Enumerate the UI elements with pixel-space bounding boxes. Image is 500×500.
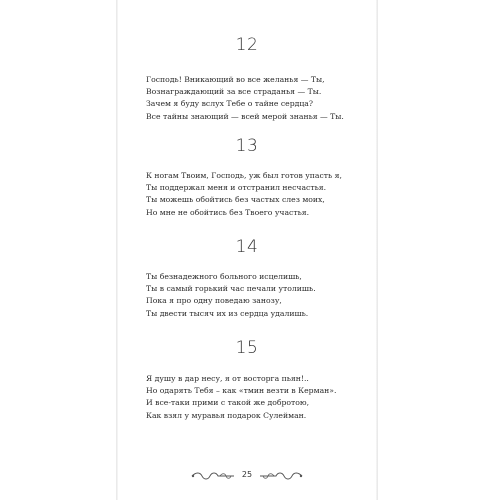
verse-line: К ногам Твоим, Господь, уж был готов упасть я, xyxy=(146,171,342,180)
verse-line: Ты поддержал меня и отстранил несчастья. xyxy=(146,183,327,193)
verse-line: Но мне не обойтись без Твоего участья. xyxy=(146,207,310,217)
verse-line: Зачем я буду вслух Тебе о тайне сердца? xyxy=(146,99,313,109)
scroll-ornament-right-icon xyxy=(258,471,304,481)
verse-line: Ты безнадежного больного исцелишь, xyxy=(146,272,302,281)
verse-line: Господь! Вникающий во все желанья — Ты, xyxy=(146,75,325,84)
stanza-13 xyxy=(146,170,376,219)
verse-line: Ты можешь обойтись без частых слез моих, xyxy=(146,195,325,205)
book-page xyxy=(118,0,376,500)
section-number-15: 15 xyxy=(235,338,259,358)
verse-line: Все тайны знающий — всей мерой знанья — Ты. xyxy=(146,111,344,121)
section-number-14: 14 xyxy=(235,237,259,257)
verse-line: Я душу в дар несу, я от восторга пьян!.. xyxy=(146,374,309,383)
stanza-14 xyxy=(146,271,376,320)
stanza-12 xyxy=(146,74,376,123)
verse-line: Ты в самый горький час печали утолишь. xyxy=(146,284,316,294)
page-footer xyxy=(118,468,376,484)
verse-line: Но одарять Тебя – как «тмин везти в Керман». xyxy=(146,386,337,396)
stanza-15 xyxy=(146,373,376,422)
scroll-ornament-left-icon xyxy=(190,471,236,481)
verse-line: Пока я про одну поведаю занозу, xyxy=(146,296,282,306)
section-number-13: 13 xyxy=(235,136,259,156)
section-number-12: 12 xyxy=(235,35,259,55)
page-edge-right xyxy=(376,0,378,500)
page-number: 25 xyxy=(241,470,253,479)
verse-line: Как взял у муравья подарок Сулейман. xyxy=(146,410,307,420)
verse-line: И все-таки прими с такой же добротою, xyxy=(146,398,310,408)
verse-line: Ты двести тысяч их из сердца удалишь. xyxy=(146,308,309,318)
verse-line: Вознаграждающий за все страданья — Ты. xyxy=(146,87,322,97)
